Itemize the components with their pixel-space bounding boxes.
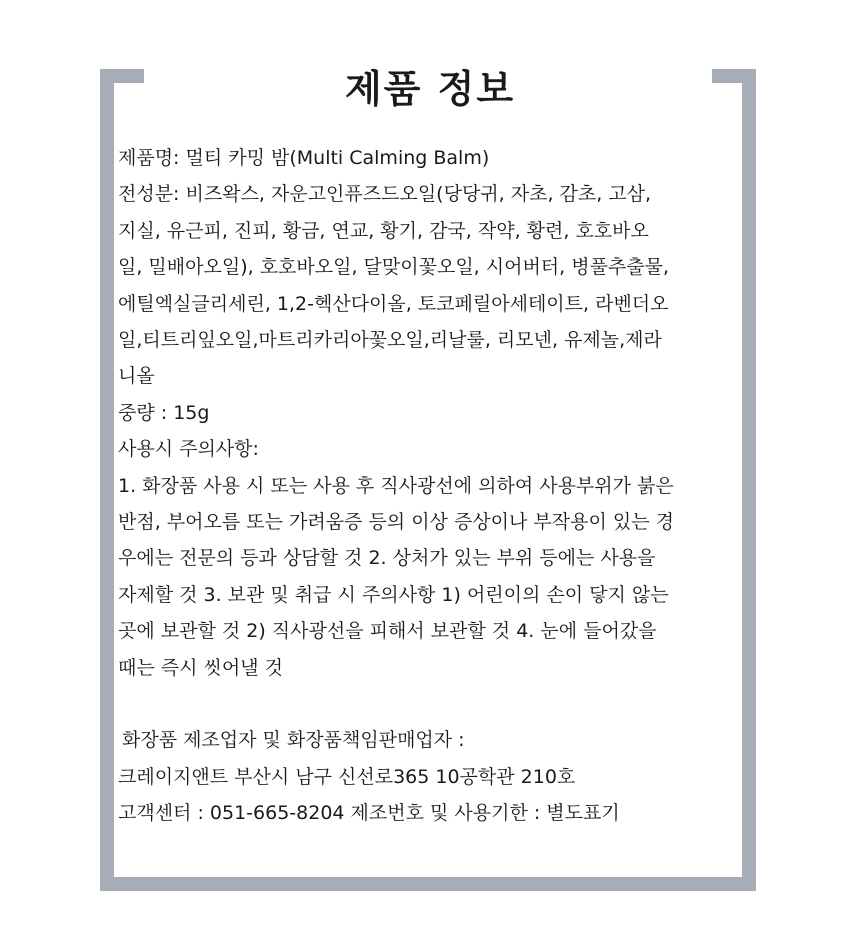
caution-line: 자제할 것 3. 보관 및 취급 시 주의사항 1) 어린이의 손이 닿지 않는	[118, 583, 669, 606]
company-address: 크레이지앤트 부산시 남구 신선로365 10공학관 210호	[118, 765, 576, 788]
caution-line: 우에는 전문의 등과 상담할 것 2. 상처가 있는 부위 등에는 사용을	[118, 547, 656, 570]
product-name: 제품명: 멀티 카밍 밤(Multi Calming Balm)	[118, 147, 490, 169]
caution-line: 곳에 보관할 것 2) 직사광선을 피해서 보관할 것 4. 눈에 들어갔을	[118, 620, 657, 643]
ingredients-line: 지실, 유근피, 진피, 황금, 연교, 황기, 감국, 작약, 황련, 호호바오	[118, 219, 649, 242]
customer-center: 고객센터 : 051-665-8204 제조번호 및 사용기한 : 별도표기	[118, 801, 620, 824]
ingredients-line: 니올	[118, 365, 155, 388]
caution-line: 1. 화장품 사용 시 또는 사용 후 직사광선에 의하여 사용부위가 붉은	[118, 474, 674, 497]
spacer	[118, 686, 743, 722]
product-info-body	[118, 140, 743, 831]
weight: 중량 : 15g	[118, 401, 210, 424]
ingredients-line: 일, 밀배아오일), 호호바오일, 달맞이꽃오일, 시어버터, 병풀추출물,	[118, 256, 670, 279]
caution-line: 반점, 부어오름 또는 가려움증 등의 이상 증상이나 부작용이 있는 경	[118, 511, 674, 534]
ingredients-line: 에틸엑실글리세린, 1,2-헥산다이올, 토코페릴아세테이트, 라벤더오	[118, 292, 669, 315]
caution-line: 때는 즉시 씻어낼 것	[118, 656, 283, 679]
page-title: 제품 정보	[344, 67, 516, 111]
caution-heading: 사용시 주의사항:	[118, 438, 259, 461]
ingredients-line: 일,티트리잎오일,마트리카리아꽃오일,리날룰, 리모넨, 유제놀,제라	[118, 329, 662, 352]
manufacturer-label: 화장품 제조업자 및 화장품책임판매업자 :	[122, 729, 465, 752]
ingredients-line: 전성분: 비즈왁스, 자운고인퓨즈드오일(당당귀, 자초, 감초, 고삼,	[118, 183, 652, 206]
